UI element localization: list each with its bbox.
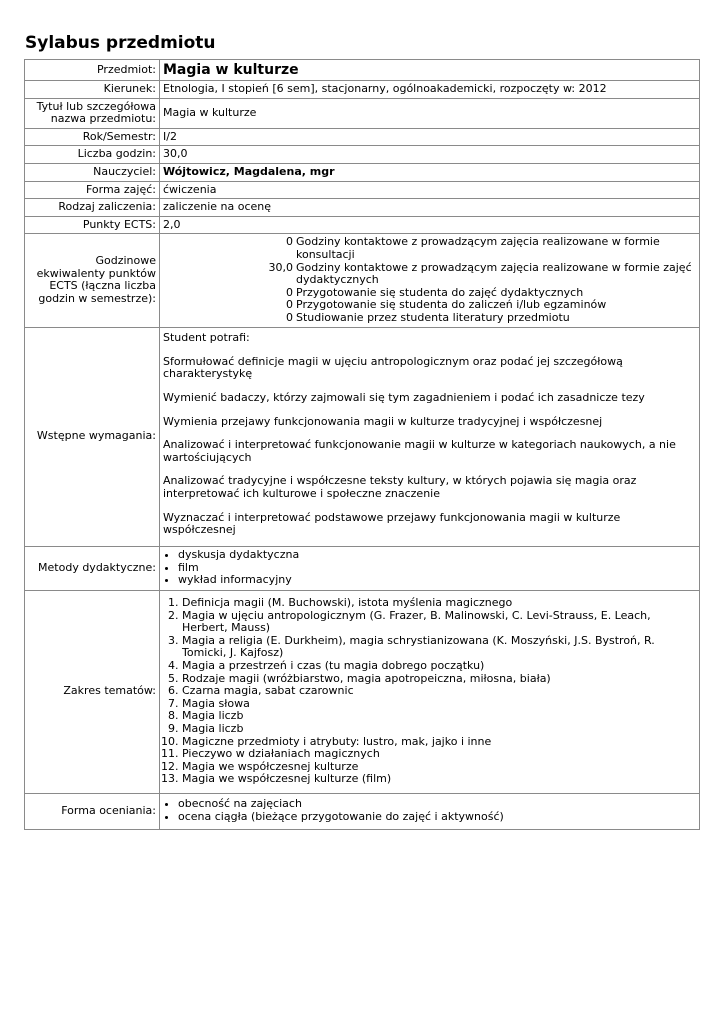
label-ekwiwalenty: Godzinowe ekwiwalenty punktów ECTS (łączna liczba godzin w semestrze): [25,234,160,327]
hours-list [163,236,696,324]
value-forma-oceniania [160,793,700,829]
list-item: 12. Magia we współczesnej kulturze [182,761,696,774]
list-item: • wykład informacyjny [178,574,696,587]
hours-description: Godziny kontaktowe z prowadzącym zajęcia realizowane w formie zajęć dydaktycznych [296,260,692,287]
list-item: 5. Rodzaje magii (wróżbiarstwo, magia apotropeiczna, miłosna, biała) [182,673,696,686]
value-wstepne-wymagania [160,327,700,546]
requirement-paragraph: Wyznaczać i interpretować podstawowe przejawy funkcjonowania magii w kulturze współczesnej [163,510,621,537]
row-kierunek [25,81,700,99]
requirement-paragraph: Wymienia przejawy funkcjonowania magii w kulturze tradycyjnej i współczesnej [163,414,603,428]
list-item: 8. Magia liczb [182,710,696,723]
requirement-paragraph: Sformułować definicje magii w ujęciu antropologicznym oraz podać jej szczegółową charakterystykę [163,354,623,381]
label-punkty-ects: Punkty ECTS: [25,216,160,234]
label-kierunek: Kierunek: [25,81,160,99]
label-przedmiot: Przedmiot: [25,60,160,81]
value-nauczyciel: Wójtowicz, Magdalena, mgr [160,163,700,181]
requirement-paragraph: Wymienić badaczy, którzy zajmowali się tym zagadnieniem i podać ich zasadnicze tezy [163,391,645,405]
list-item: • dyskusja dydaktyczna [178,549,696,562]
label-metody-dydaktyczne: Metody dydaktyczne: [25,546,160,590]
list-item: • film [178,562,696,575]
value-punkty-ects: 2,0 [160,216,700,234]
list-item: 6. Czarna magia, sabat czarownic [182,685,696,698]
row-tytul [25,98,700,128]
list-item: • obecność na zajęciach [178,798,696,811]
hours-count: 0 [286,235,293,249]
hours-count: 0 [286,298,293,312]
list-item: 2. Magia w ujęciu antropologicznym (G. Frazer, B. Malinowski, C. Levi-Strauss, E. Leach, Herbert, Mauss) [182,610,696,635]
value-rok-semestr: I/2 [160,128,700,146]
label-tytul: Tytuł lub szczegółowa nazwa przedmiotu: [25,98,160,128]
value-tytul: Magia w kulturze [160,98,700,128]
value-rodzaj-zaliczenia: zaliczenie na ocenę [160,199,700,217]
list-item: 9. Magia liczb [182,723,696,736]
list-item: 11. Pieczywo w działaniach magicznych [182,748,696,761]
label-wstepne-wymagania: Wstępne wymagania: [25,327,160,546]
hours-description: Studiowanie przez studenta literatury przedmiotu [296,310,570,324]
row-zakres-tematow [25,590,700,793]
methods-list [163,549,696,587]
row-metody-dydaktyczne [25,546,700,590]
value-liczba-godzin: 30,0 [160,146,700,164]
row-nauczyciel [25,163,700,181]
value-forma-zajec: ćwiczenia [160,181,700,199]
row-liczba-godzin [25,146,700,164]
requirement-paragraph: Analizować tradycyjne i współczesne teksty kultury, w których pojawia się magia oraz interpretować ich kulturowe i społeczne znaczenie [163,474,637,500]
row-rodzaj-zaliczenia [25,199,700,217]
hours-count: 0 [286,310,293,324]
list-item: 10. Magiczne przedmioty i atrybuty: lustro, mak, jajko i inne [182,736,696,749]
value-kierunek: Etnologia, I stopień [6 sem], stacjonarny, ogólnoakademicki, rozpoczęty w: 2012 [160,81,700,99]
value-zakres-tematow [160,590,700,793]
label-liczba-godzin: Liczba godzin: [25,146,160,164]
label-forma-oceniania: Forma oceniania: [25,793,160,829]
row-forma-zajec [25,181,700,199]
row-forma-oceniania [25,793,700,829]
syllabus-table [24,59,700,830]
list-item: 13. Magia we współczesnej kulturze (film) [182,773,696,786]
row-ekwiwalenty [25,234,700,327]
page-title: Sylabus przedmiotu [25,33,216,53]
label-rodzaj-zaliczenia: Rodzaj zaliczenia: [25,199,160,217]
value-metody-dydaktyczne [160,546,700,590]
grading-list [163,798,696,823]
requirement-paragraph: Student potrafi: [163,331,250,345]
list-item: • ocena ciągła (bieżące przygotowanie do zajęć i aktywność) [178,811,696,824]
label-rok-semestr: Rok/Semestr: [25,128,160,146]
topics-list [163,597,696,786]
list-item: 1. Definicja magii (M. Buchowski), istota myślenia magicznego [182,597,696,610]
hours-description: Godziny kontaktowe z prowadzącym zajęcia realizowane w formie konsultacji [296,235,660,261]
row-wstepne-wymagania [25,327,700,546]
row-rok-semestr [25,128,700,146]
hours-count: 30,0 [268,260,293,274]
label-nauczyciel: Nauczyciel: [25,163,160,181]
row-przedmiot [25,60,700,81]
hours-description: Przygotowanie się studenta do zajęć dydaktycznych [296,285,584,299]
label-forma-zajec: Forma zajęć: [25,181,160,199]
value-ekwiwalenty [160,234,700,327]
hours-description: Przygotowanie się studenta do zaliczeń i/lub egzaminów [296,298,607,312]
row-punkty-ects [25,216,700,234]
label-zakres-tematow: Zakres tematów: [25,590,160,793]
requirement-paragraph: Analizować i interpretować funkcjonowanie magii w kulturze w kategoriach naukowych, a nie wartościujących [163,438,676,464]
value-przedmiot: Magia w kulturze [160,60,700,81]
list-item: 4. Magia a przestrzeń i czas (tu magia dobrego początku) [182,660,696,673]
list-item: 7. Magia słowa [182,698,696,711]
list-item: 3. Magia a religia (E. Durkheim), magia schrystianizowana (K. Moszyński, J.S. Bystroń, R. Tomicki, J. Kajfosz) [182,635,696,660]
hours-count: 0 [286,285,293,299]
